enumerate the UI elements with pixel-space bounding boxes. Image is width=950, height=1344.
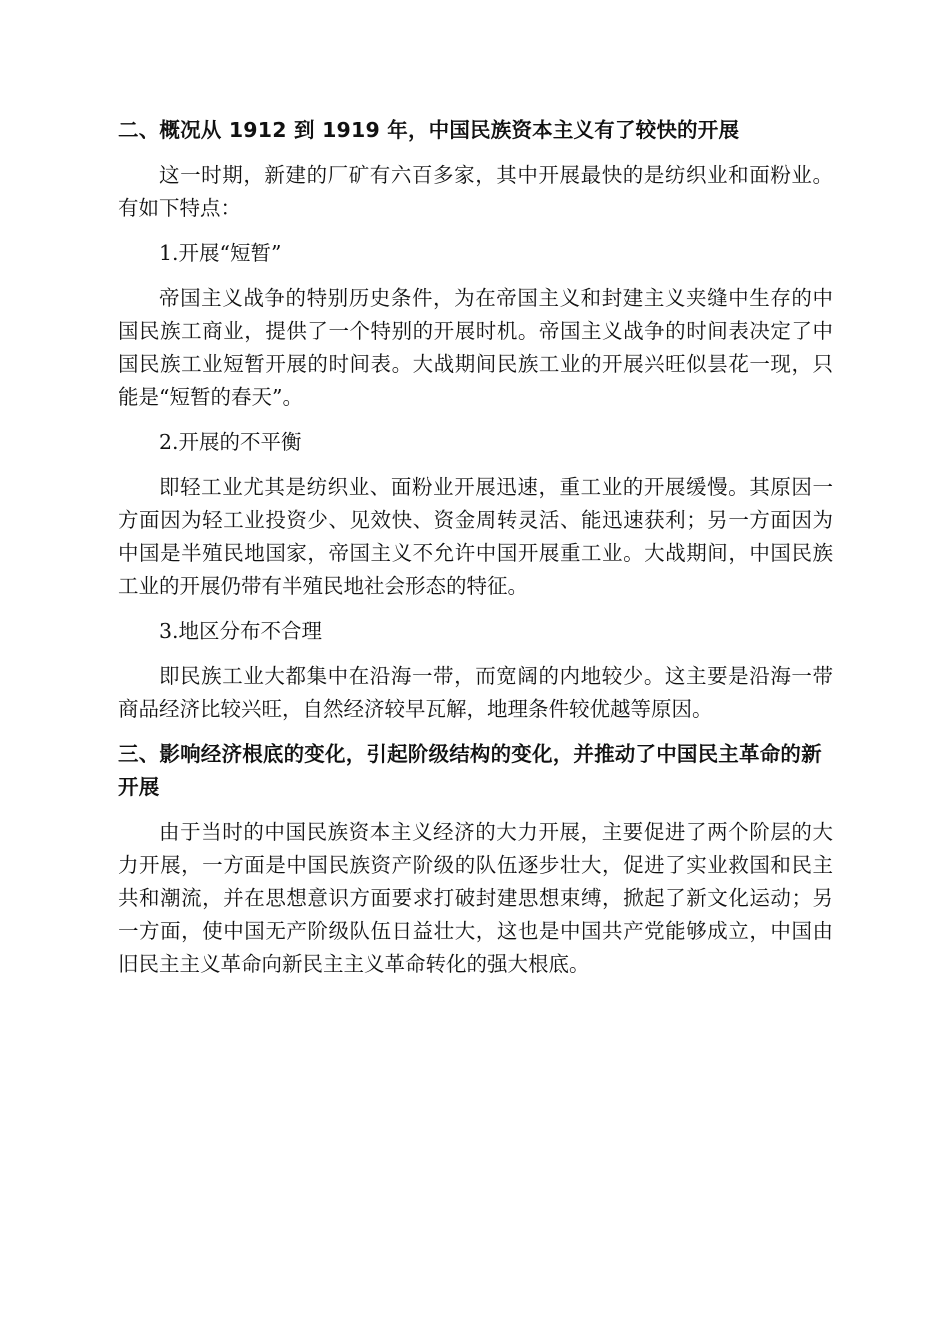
- document-page: [118, 114, 833, 993]
- point-3-title: 3.地区分布不合理: [159, 619, 323, 643]
- point-3-body: 即民族工业大都集中在沿海一带，而宽阔的内地较少。这主要是沿海一带商品经济比较兴旺，自然经济较早瓦解，地理条件较优越等原因。: [118, 664, 833, 721]
- point-2-body: 即轻工业尤其是纺织业、面粉业开展迅速，重工业的开展缓慢。其原因一方面因为轻工业投资少、见效快、资金周转灵活、能迅速获利；另一方面因为中国是半殖民地国家，帝国主义不允许中国开展重工业。大战期间，中国民族工业的开展仍带有半殖民地社会形态的特征。: [118, 475, 833, 598]
- section-2-heading: 二、概况从 1912 到 1919 年，中国民族资本主义有了较快的开展: [118, 118, 740, 142]
- section-3-body: 由于当时的中国民族资本主义经济的大力开展，主要促进了两个阶层的大力开展，一方面是中国民族资产阶级的队伍逐步壮大，促进了实业救国和民主共和潮流，并在思想意识方面要求打破封建思想束缚，掀起了新文化运动；另一方面，使中国无产阶级队伍日益壮大，这也是中国共产党能够成立，中国由旧民主主义革命向新民主主义革命转化的强大根底。: [118, 820, 833, 976]
- point-2-title: 2.开展的不平衡: [159, 430, 302, 454]
- point-1-body: 帝国主义战争的特别历史条件，为在帝国主义和封建主义夹缝中生存的中国民族工商业，提供了一个特别的开展时机。帝国主义战争的时间表决定了中国民族工业短暂开展的时间表。大战期间民族工业的开展兴旺似昙花一现，只能是“短暂的春天”。: [118, 286, 833, 409]
- section-2-intro: 这一时期，新建的厂矿有六百多家，其中开展最快的是纺织业和面粉业。有如下特点：: [118, 163, 833, 220]
- section-3-heading: 三、影响经济根底的变化，引起阶级结构的变化，并推动了中国民主革命的新开展: [118, 742, 822, 799]
- point-1-title: 1.开展“短暂”: [159, 241, 282, 265]
